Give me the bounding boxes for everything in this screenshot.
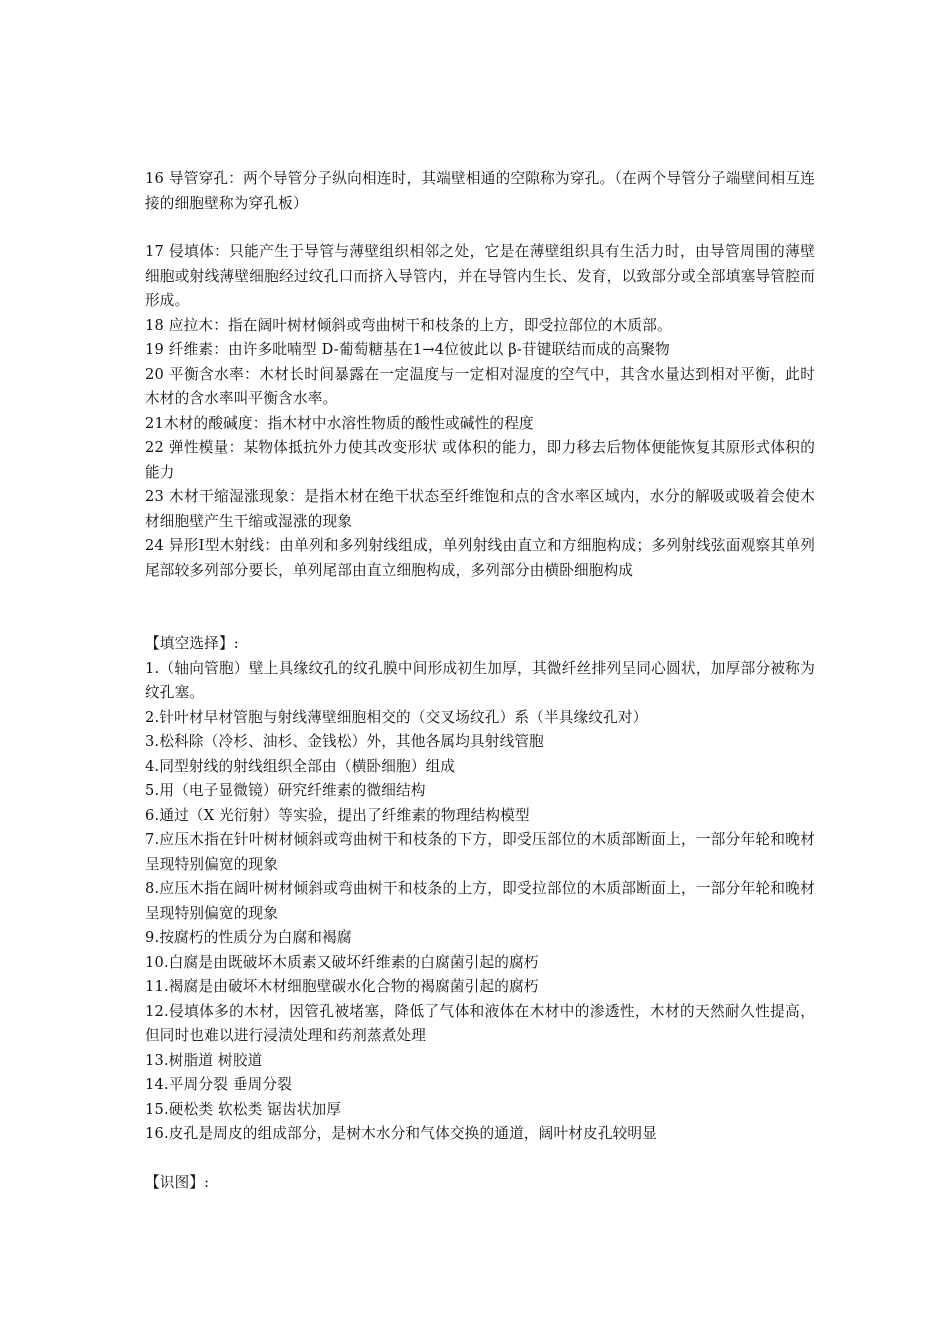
definition-24: 24 异形Ⅰ型木射线：由单列和多列射线组成，单列射线由直立和方细胞构成；多列射线弦面观察其单列尾部较多列部分要长，单列尾部由直立细胞构成，多列部分由横卧细胞构成	[145, 537, 815, 579]
list-item: 16.皮孔是周皮的组成部分，是树木水分和气体交换的通道，阔叶材皮孔较明显	[145, 1125, 658, 1142]
list-item: 6.通过（X 光衍射）等实验，提出了纤维素的物理结构模型	[145, 806, 530, 824]
list-item: 15.硬松类 软松类 锯齿状加厚	[145, 1100, 342, 1118]
list-item: 13.树脂道 树胶道	[145, 1051, 263, 1069]
list-item: 2.针叶材早材管胞与射线薄壁细胞相交的（交叉场纹孔）系（半具缘纹孔对）	[145, 708, 648, 726]
fill-section-title: 【填空选择】:	[145, 635, 239, 652]
definition-20: 20 平衡含水率：木材长时间暴露在一定温度与一定相对湿度的空气中，其含水量达到相对平衡，此时木材的含水率叫平衡含水率。	[145, 365, 815, 407]
fill-items-list	[145, 657, 815, 1147]
list-item: 9.按腐朽的性质分为白腐和褐腐	[145, 929, 352, 946]
list-item: 12.侵填体多的木材，因管孔被堵塞，降低了气体和液体在木材中的渗透性，木材的天然耐久性提高，但同时也难以进行浸渍处理和药剂蒸煮处理	[145, 1002, 815, 1044]
definition-16: 16 导管穿孔：两个导管分子纵向相连时，其端壁相通的空隙称为穿孔。（在两个导管分子端壁间相互连接的细胞壁称为穿孔板）	[145, 170, 815, 212]
list-item: 5.用（电子显微镜）研究纤维素的微细结构	[145, 782, 426, 799]
definition-17: 17 侵填体：只能产生于导管与薄壁组织相邻之处，它是在薄壁组织具有生活力时，由导管周围的薄壁细胞或射线薄壁细胞经过纹孔口而挤入导管内，并在导管内生长、发育，以致部分或全部填塞导管腔而形成。	[145, 243, 815, 309]
figure-section-title: 【识图】:	[145, 1173, 210, 1191]
list-item: 1.（轴向管胞）壁上具缘纹孔的纹孔膜中间形成初生加厚，其微纤丝排列呈同心圆状，加厚部分被称为纹孔塞。	[145, 659, 815, 701]
document-body	[145, 167, 815, 1195]
spacer	[145, 216, 815, 240]
definition-18: 18 应拉木：指在阔叶树材倾斜或弯曲树干和枝条的上方，即受拉部位的木质部。	[145, 316, 672, 334]
definition-21: 21木材的酸碱度：指木材中水溶性物质的酸性或碱性的程度	[145, 414, 534, 432]
spacer	[145, 583, 815, 632]
list-item: 7.应压木指在针叶树材倾斜或弯曲树干和枝条的下方，即受压部位的木质部断面上，一部分年轮和晚材呈现特别偏宽的现象	[145, 831, 815, 873]
list-item: 3.松科除（冷杉、油杉、金钱松）外，其他各属均具射线管胞	[145, 733, 544, 750]
list-item: 10.白腐是由既破坏木质素又破坏纤维素的白腐菌引起的腐朽	[145, 953, 539, 971]
definition-23: 23 木材干缩湿涨现象：是指木材在绝干状态至纤维饱和点的含水率区域内，水分的解吸或吸着会使木材细胞壁产生干缩或湿涨的现象	[145, 488, 815, 530]
list-item: 14.平周分裂 垂周分裂	[145, 1076, 292, 1093]
spacer	[145, 1147, 815, 1171]
definition-19: 19 纤维素：由许多吡喃型 D-葡萄糖基在1→4位彼此以 β-苷键联结而成的高聚物	[145, 341, 670, 358]
definition-22: 22 弹性模量：某物体抵抗外力使其改变形状 或体积的能力，即力移去后物体便能恢复其原形式体积的能力	[145, 439, 815, 481]
list-item: 11.褐腐是由破坏木材细胞壁碳水化合物的褐腐菌引起的腐朽	[145, 978, 539, 995]
list-item: 8.应压木指在阔叶树材倾斜或弯曲树干和枝条的上方，即受拉部位的木质部断面上，一部分年轮和晚材呈现特别偏宽的现象	[145, 880, 815, 922]
list-item: 4.同型射线的射线组织全部由（横卧细胞）组成	[145, 757, 456, 775]
